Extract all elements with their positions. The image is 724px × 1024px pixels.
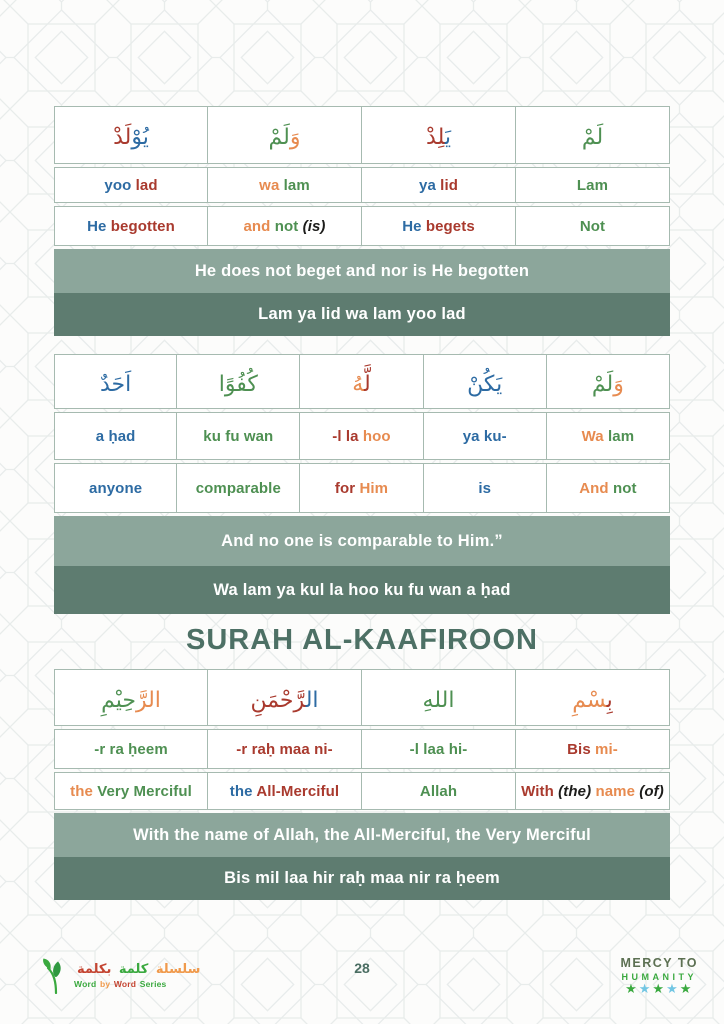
text-segment: ‍سْمِ	[572, 687, 607, 713]
person-star-icon: ★	[652, 982, 667, 997]
text-segment: wa	[259, 176, 284, 194]
page-content	[54, 0, 670, 900]
arabic-word	[208, 669, 362, 726]
meaning-row	[54, 206, 670, 246]
text-segment: the	[70, 782, 98, 800]
text-segment: He	[87, 217, 111, 235]
text-segment: لَّ‍	[364, 371, 371, 397]
brand-english-word: Word	[113, 978, 137, 989]
text-segment: for	[334, 479, 360, 497]
arabic-row	[54, 669, 670, 726]
arabic-word	[516, 669, 670, 726]
text-segment: mi-	[595, 740, 618, 758]
arabic-word	[547, 354, 670, 409]
text-segment: and	[243, 217, 275, 235]
ikhlas-verse-3-translation-banner: He does not beget and nor is He begotten	[54, 249, 670, 293]
ikhlas-verse-3-transliteration-banner: Lam ya lid wa lam yoo lad	[54, 293, 670, 336]
text-segment: وَ	[289, 125, 301, 150]
text-segment: لَمْ	[581, 125, 604, 150]
word-meaning	[208, 206, 362, 246]
ikhlas-verse-3-table	[54, 106, 670, 246]
text-segment: is	[478, 479, 492, 497]
word-transliteration	[362, 167, 516, 203]
text-segment: اللهِ	[422, 687, 455, 713]
text-segment: ya	[419, 176, 441, 194]
arabic-word	[54, 354, 177, 409]
brand-arabic-word: سلسلة	[155, 962, 201, 978]
arabic-word	[362, 669, 516, 726]
text-segment: hoo	[362, 427, 391, 445]
text-segment: Wa	[581, 427, 609, 445]
text-segment: begets	[425, 217, 475, 235]
word-transliteration	[424, 412, 547, 460]
translit-row	[54, 167, 670, 203]
text-segment: lam	[608, 427, 635, 445]
word-transliteration	[54, 729, 208, 769]
word-transliteration	[547, 412, 670, 460]
word-transliteration	[54, 167, 208, 203]
text-segment: Very Merciful	[97, 782, 192, 800]
text-segment: name	[595, 782, 640, 800]
brand-arabic-word: كلمة	[118, 962, 149, 978]
brand-arabic-word: بكلمة	[77, 962, 112, 978]
word-meaning	[54, 206, 208, 246]
text-segment: كُفُوًا	[218, 371, 258, 397]
text-segment: -r ra ḥeem	[94, 740, 168, 758]
text-segment: Allah	[419, 782, 458, 800]
text-segment: ال‍	[305, 687, 319, 713]
word-transliteration	[54, 412, 177, 460]
arabic-word	[300, 354, 423, 409]
text-segment: وَ	[613, 371, 624, 397]
brand-english-word: Word	[74, 978, 97, 989]
word-meaning	[516, 772, 670, 810]
arabic-row	[54, 354, 670, 409]
text-segment: Him	[359, 479, 389, 497]
text-segment: a ḥad	[95, 427, 136, 445]
text-segment: lad	[135, 176, 158, 194]
text-segment: ya ku-	[462, 427, 507, 445]
word-transliteration	[300, 412, 423, 460]
text-segment: anyone	[89, 479, 143, 497]
text-segment: (of)	[639, 782, 664, 800]
text-segment: ku fu wan	[203, 427, 274, 445]
text-segment: يَكُنْ	[467, 371, 503, 397]
word-meaning	[516, 206, 670, 246]
arabic-row	[54, 106, 670, 164]
text-segment: And	[579, 479, 613, 497]
meaning-row	[54, 463, 670, 513]
text-segment: comparable	[195, 479, 281, 497]
person-star-icon: ★	[679, 982, 694, 997]
text-segment: (the)	[558, 782, 596, 800]
page-number: 28	[354, 960, 370, 976]
word-transliteration	[362, 729, 516, 769]
word-meaning	[54, 772, 208, 810]
text-segment: All-Merciful	[256, 782, 340, 800]
text-segment: ‍لِدْ	[426, 125, 445, 150]
word-meaning	[424, 463, 547, 513]
arabic-word	[177, 354, 300, 409]
text-segment: حِيْمِ	[101, 687, 136, 713]
text-segment: Lam	[576, 176, 609, 194]
meaning-row	[54, 772, 670, 810]
translit-row	[54, 412, 670, 460]
text-segment: اَحَدٌ	[99, 371, 132, 397]
mercy-people-icons	[620, 983, 698, 996]
word-meaning	[362, 772, 516, 810]
text-segment: With	[521, 782, 559, 800]
text-segment: begotten	[110, 217, 175, 235]
mercy-logo-line2: HUMANITY	[621, 972, 697, 982]
arabic-word	[362, 106, 516, 164]
arabic-word	[54, 669, 208, 726]
arabic-word	[208, 106, 362, 164]
text-segment: lam	[283, 176, 310, 194]
text-segment: -l la	[332, 427, 363, 445]
person-star-icon: ★	[625, 982, 639, 997]
text-segment: Not	[579, 217, 606, 235]
mercy-to-humanity-logo	[620, 956, 698, 996]
text-segment: Bis	[567, 740, 596, 758]
person-star-icon: ★	[666, 982, 680, 997]
word-transliteration	[177, 412, 300, 460]
word-meaning	[177, 463, 300, 513]
brand-english-word: Series	[139, 978, 167, 989]
kaafiroon-bismillah-transliteration-banner: Bis mil laa hir raḥ maa nir ra ḥeem	[54, 857, 670, 900]
kaafiroon-bismillah-translation-banner: With the name of Allah, the All-Merciful, the Very Merciful	[54, 813, 670, 857]
text-segment: ‍رَّحْمَنِ	[250, 687, 306, 713]
text-segment: not	[612, 479, 637, 497]
text-segment: ‍هُ	[352, 371, 365, 397]
translit-row	[54, 729, 670, 769]
word-meaning	[208, 772, 362, 810]
arabic-word	[54, 106, 208, 164]
ikhlas-verse-4-translation-banner: And no one is comparable to Him.”	[54, 516, 670, 566]
word-transliteration	[516, 729, 670, 769]
text-segment: -l laa hi-	[409, 740, 468, 758]
word-meaning	[362, 206, 516, 246]
word-meaning	[547, 463, 670, 513]
arabic-word	[516, 106, 670, 164]
text-segment: يُوْ	[131, 125, 149, 150]
text-segment: (is)	[302, 217, 326, 235]
person-star-icon: ★	[638, 982, 653, 997]
text-segment: the	[229, 782, 257, 800]
ikhlas-verse-4-table	[54, 354, 670, 513]
word-transliteration	[516, 167, 670, 203]
mercy-logo-line1: MERCY TO	[620, 956, 698, 970]
text-segment: لَدْ	[113, 125, 132, 150]
word-meaning	[300, 463, 423, 513]
text-segment: لَمْ	[268, 125, 290, 150]
brand-english-word: by	[99, 978, 111, 989]
word-transliteration	[208, 167, 362, 203]
text-segment: lid	[440, 176, 458, 194]
text-segment: بِ‍	[606, 687, 613, 713]
text-segment: He	[402, 217, 426, 235]
arabic-word	[424, 354, 547, 409]
brand-english-title	[74, 979, 200, 989]
word-transliteration	[208, 729, 362, 769]
kaafiroon-bismillah-table	[54, 669, 670, 810]
text-segment: لَمْ	[591, 371, 614, 397]
word-meaning	[54, 463, 177, 513]
text-segment: not	[274, 217, 303, 235]
text-segment: يَ‍	[444, 125, 451, 150]
surah-title: SURAH AL-KAAFIROON	[185, 624, 538, 656]
ikhlas-verse-4-transliteration-banner: Wa lam ya kul la hoo ku fu wan a ḥad	[54, 566, 670, 614]
text-segment: -r raḥ maa ni-	[236, 740, 333, 758]
text-segment: yoo	[104, 176, 136, 194]
text-segment: الرَّ	[135, 687, 161, 713]
